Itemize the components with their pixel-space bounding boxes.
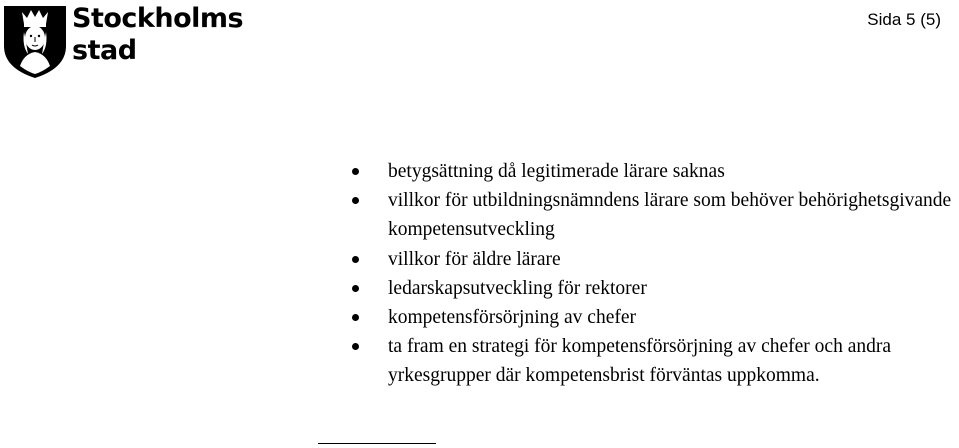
list-item: [352, 274, 952, 303]
list-item-text: villkor för utbildningsnämndens lärare som behöver behörighetsgivande kompetensutveckling: [388, 190, 952, 241]
bullet-icon: [352, 197, 359, 204]
bullet-icon: [352, 343, 359, 350]
footnote-separator: [318, 443, 436, 444]
list-item: [352, 303, 952, 332]
stockholms-stad-logo: [2, 2, 244, 82]
bullet-list: [352, 157, 952, 391]
logo-line-1: Stockholms: [72, 3, 244, 34]
bullet-icon: [352, 314, 359, 321]
list-item-text: ta fram en strategi för kompetensförsörjning av chefer och andra yrkesgrupper där kompetensbrist förväntas uppkomma.: [388, 336, 892, 387]
list-item-text: ledarskapsutveckling för rektorer: [388, 277, 647, 299]
bullet-icon: [352, 256, 359, 263]
list-item: [352, 157, 952, 186]
bullet-icon: [352, 285, 359, 292]
list-item: [352, 332, 952, 390]
page-number: Sida 5 (5): [867, 10, 941, 29]
bullet-icon: [352, 168, 359, 175]
list-item: [352, 245, 952, 274]
logo-line-2: stad: [72, 35, 137, 66]
logo-wordmark: [72, 4, 243, 66]
coat-of-arms-icon: [2, 2, 68, 80]
list-item: [352, 186, 952, 244]
list-item-text: villkor för äldre lärare: [388, 248, 561, 270]
list-item-text: kompetensförsörjning av chefer: [388, 307, 636, 329]
list-item-text: betygsättning då legitimerade lärare saknas: [388, 161, 725, 182]
